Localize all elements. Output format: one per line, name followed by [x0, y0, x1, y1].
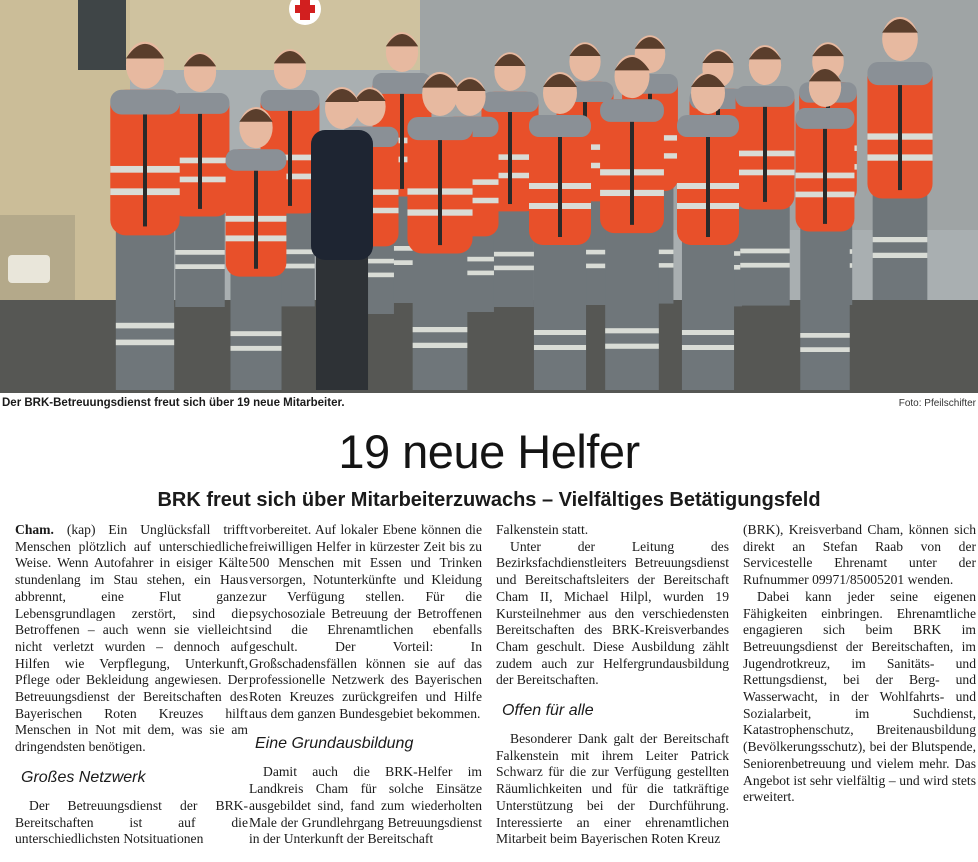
paragraph-netzwerk-continued: [249, 522, 482, 722]
volunteer-legs: [682, 240, 734, 390]
paragraph-netzwerk: [15, 798, 248, 848]
paragraph-dank-text: (BRK), Kreisverband Cham, können sich direkt an Stefan Raab von der Servicestelle Ehrenamt unter der Rufnummer 09971/85005201 wenden.: [743, 522, 976, 588]
photo-credit: Foto: Pfeilschifter: [898, 398, 976, 409]
volunteer-legs: [534, 240, 586, 390]
paragraph-grundausbildung-continued: [496, 522, 729, 539]
volunteer-legs: [316, 255, 368, 390]
paragraph-leitung-text: Unter der Leitung des Bezirksfachdienstleiters Betreuungsdienst und Bereitschaftsleiters der Bereitschaft Cham II, Michael Hilpl, wurden 19 Kursteilnehmer aus den verschiedensten Bereitschaften des BRK-Kreisverbandes Cham geschult. Diese Ausbildung zählt zudem auch zur Helfergrundausbildung der Bereitschaften.: [496, 538, 729, 688]
paragraph-dank: [496, 731, 729, 848]
group-photo: [0, 0, 978, 393]
paragraph-netzwerk-text: vorbereitet. Auf lokaler Ebene können die freiwilligen Helfer in kürzester Zeit bis zu 500 Menschen mit Essen und Trinken versorgen, Notunterkünfte und Kleidung zur Verfügung stellen. Für die psychosoziale Betreuung der Betroffenen sind die Ehrenamtlichen ebenfalls geschult. Der Vorteil: In Großschadensfällen können sie auf das professionelle Netzwerk des Bayerischen Roten Kreuzes zurückgreifen und Hilfe aus dem ganzen Bundesgebiet bekommen.: [249, 522, 482, 721]
paragraph-faehigkeiten: [743, 589, 976, 806]
volunteer-jacket: [311, 130, 373, 260]
volunteer-legs: [116, 230, 174, 390]
volunteer-legs: [175, 212, 224, 307]
photo-caption-row: [0, 396, 978, 414]
subheading-offen-fuer-alle: Offen für alle: [502, 702, 594, 720]
volunteer-legs: [873, 193, 928, 300]
paragraph-intro: [15, 522, 248, 756]
paragraph-grundausbildung-text: Damit auch die BRK-Helfer im Landkreis Cham für solche Einsätze ausgebildet sind, fand zum wiederholten Male der Grundlehrgang Betreuungsdienst in der Unterkunft der Bereitschaft: [249, 764, 482, 847]
paragraph-grundausbildung: [249, 764, 482, 848]
article-headline: 19 neue Helfer: [338, 425, 640, 478]
paragraph-dank-text: Besonderer Dank galt der Bereitschaft Falkenstein mit ihrem Leiter Patrick Schwarz für die zur Verfügung gestellten Räumlichkeiten und für die tatkräftige Unterstützung bei der Durchführung. Interessierte an einer ehrenamtlichen Mitarbeit beim Bayerischen Roten Kreuz: [496, 731, 729, 847]
volunteer-legs: [413, 248, 468, 390]
subheading-netzwerk: Großes Netzwerk: [21, 768, 146, 786]
paragraph-intro-text: (kap) Ein Unglücksfall trifft Menschen plötzlich auf unterschiedliche Weise. Wenn Autofahrer in eisiger Kälte stundenlang im Stau stehen, ein Haus abbrennt, eine Flut ganze Lebensgrundlagen zerstört, sind die Betroffenen – auch wenn sie vielleicht nicht verletzt wurden – dennoch auf Hilfen wie Verpflegung, Unterkunft, Pflege oder Bekleidung angewiesen. Der Betreuungsdienst der Bereitschaften des Bayerischen Roten Kreuzes hilft Menschen in Not mit dem, was sie am dringendsten benötigen.: [15, 522, 249, 755]
truck-mirror: [78, 0, 126, 70]
paragraph-leitung: [496, 539, 729, 689]
article-subheadline: BRK freut sich über Mitarbeiterzuwachs – Vielfältiges Betätigungsfeld: [157, 489, 821, 511]
volunteer-legs: [800, 227, 849, 390]
article-column-2: [249, 522, 482, 848]
paragraph-grundausbildung-text: Falkenstein statt.: [496, 522, 589, 537]
truck-headlight: [8, 255, 50, 283]
photo-caption: Der BRK-Betreuungsdienst freut sich über 19 neue Mitarbeiter.: [2, 397, 345, 409]
dateline-place: Cham.: [15, 522, 54, 537]
volunteer-legs: [230, 272, 281, 390]
paragraph-dank-continued: [743, 522, 976, 589]
group-photo-illustration: [0, 0, 978, 393]
volunteer-legs: [605, 228, 659, 390]
article-column-1: [15, 522, 248, 848]
article-column-4: [743, 522, 976, 806]
article-column-3: [496, 522, 729, 848]
paragraph-netzwerk-text: Der Betreuungsdienst der BRK-Bereitschaften ist auf die unterschiedlichsten Notsituationen: [15, 797, 248, 847]
paragraph-faehigkeiten-text: Dabei kann jeder seine eigenen Fähigkeiten einbringen. Ehrenamtliche engagieren sich beim BRK im Betreuungsdienst der Bereitschaften, im Jugendrotkreuz, im Sanitäts- und Rettungsdienst, bei der Berg- und Wasserwacht, in der Wohlfahrts- und Sozialarbeit, im Suchdienst, Katastrophenschutz, Breitenausbildung (Bevölkerungsschutz), bei der Blutspende, Seniorenbetreuung und vielem mehr. Das Angebot ist sehr vielfältig – und wird stets erweitert.: [743, 588, 976, 805]
subheading-grundausbildung: Eine Grundausbildung: [255, 735, 414, 753]
volunteer-legs: [740, 205, 789, 306]
